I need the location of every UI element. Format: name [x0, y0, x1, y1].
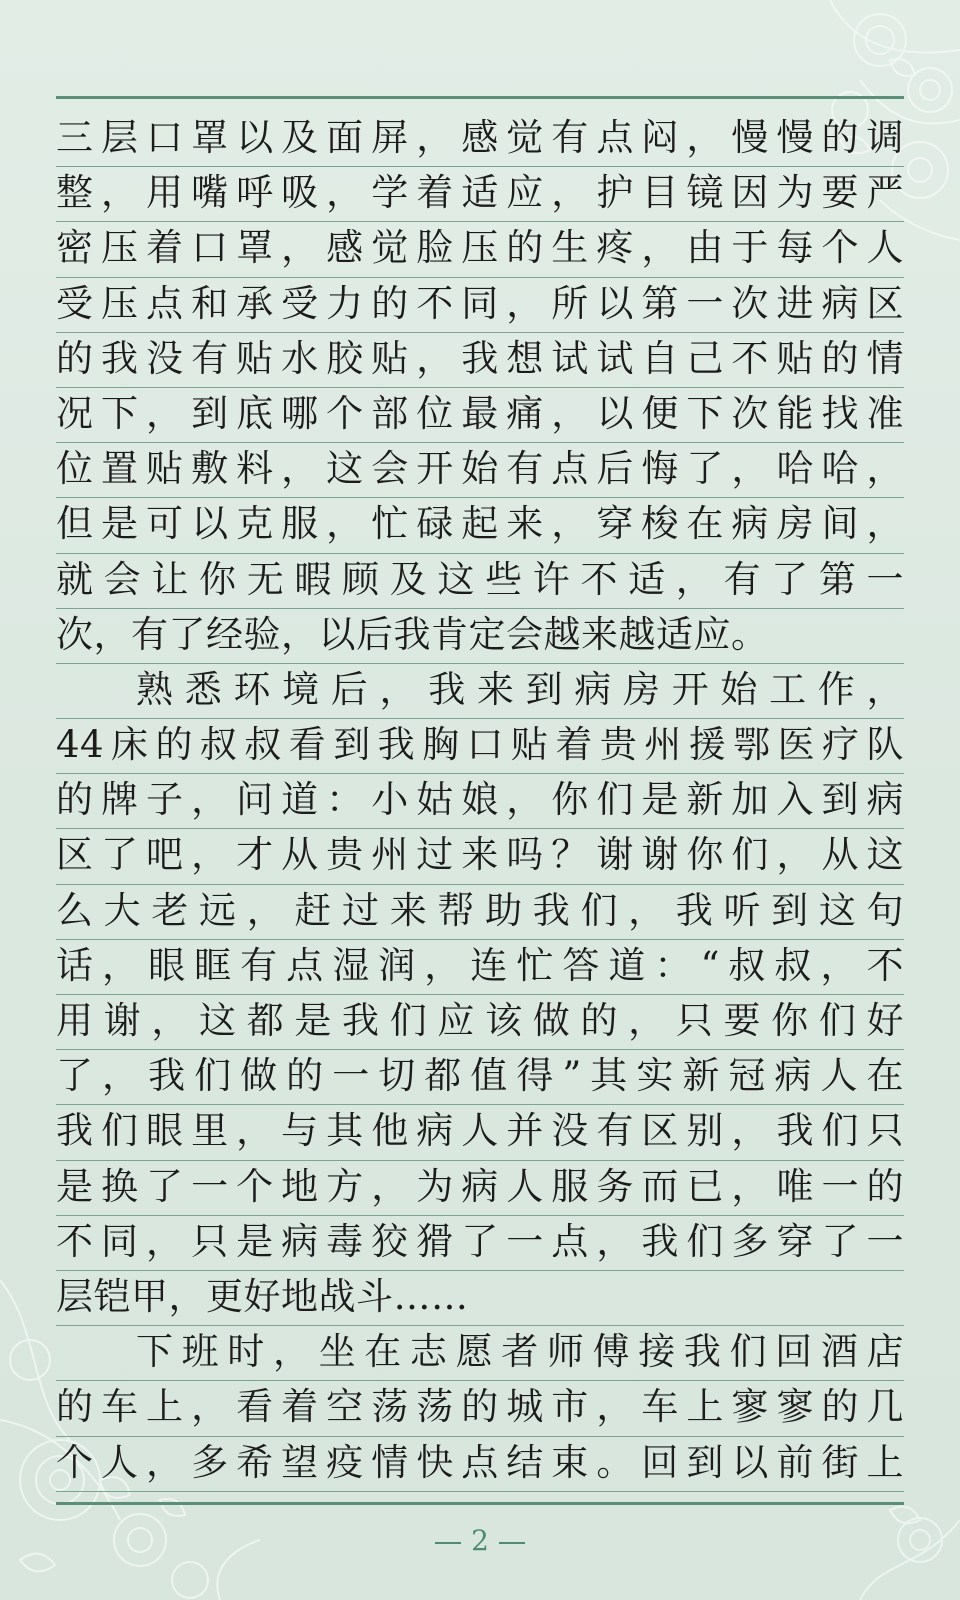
text-line: 但是可以克服，忙碌起来，穿梭在病房间， [56, 498, 904, 553]
text-line: 话，眼眶有点湿润，连忙答道：“叔叔，不 [56, 940, 904, 995]
text-line: 整，用嘴呼吸，学着适应，护目镜因为要严 [56, 167, 904, 222]
text-line: 用谢，这都是我们应该做的，只要你们好 [56, 995, 904, 1050]
dash-left [435, 1542, 461, 1544]
paragraph-start-line: 下班时，坐在志愿者师傅接我们回酒店 [56, 1326, 904, 1381]
text-line: 层铠甲，更好地战斗…… [56, 1271, 904, 1326]
text-line: 的车上，看着空荡荡的城市，车上寥寥的几 [56, 1381, 904, 1436]
dash-right [499, 1542, 525, 1544]
bottom-rule [56, 1502, 904, 1505]
top-rule [56, 96, 904, 99]
text-line: 次，有了经验，以后我肯定会越来越适应。 [56, 609, 904, 664]
page-number [0, 1524, 960, 1557]
body-text [56, 112, 904, 1492]
text-line: 况下，到底哪个部位最痛，以便下次能找准 [56, 388, 904, 443]
text-line: 位置贴敷料，这会开始有点后悔了，哈哈， [56, 443, 904, 498]
text-line: 么大老远，赶过来帮助我们，我听到这句 [56, 885, 904, 940]
text-line: 是换了一个地方，为病人服务而已，唯一的 [56, 1161, 904, 1216]
paragraph-start-line: 熟悉环境后，我来到病房开始工作， [56, 664, 904, 719]
text-line: 了，我们做的一切都值得”其实新冠病人在 [56, 1050, 904, 1105]
text-line: 个人，多希望疫情快点结束。回到以前街上 [56, 1437, 904, 1492]
text-line: 受压点和承受力的不同，所以第一次进病区 [56, 278, 904, 333]
text-line: 密压着口罩，感觉脸压的生疼，由于每个人 [56, 222, 904, 277]
text-line: 我们眼里，与其他病人并没有区别，我们只 [56, 1105, 904, 1160]
text-line: 的牌子，问道：小姑娘，你们是新加入到病 [56, 774, 904, 829]
text-line: 的我没有贴水胶贴，我想试试自己不贴的情 [56, 333, 904, 388]
text-line: 就会让你无暇顾及这些许不适，有了第一 [56, 554, 904, 609]
text-line: 44床的叔叔看到我胸口贴着贵州援鄂医疗队 [56, 719, 904, 774]
text-line: 不同，只是病毒狡猾了一点，我们多穿了一 [56, 1216, 904, 1271]
text-line: 区了吧，才从贵州过来吗？谢谢你们，从这 [56, 829, 904, 884]
text-line: 三层口罩以及面屏，感觉有点闷，慢慢的调 [56, 112, 904, 167]
page-number-value: 2 [471, 1524, 489, 1557]
